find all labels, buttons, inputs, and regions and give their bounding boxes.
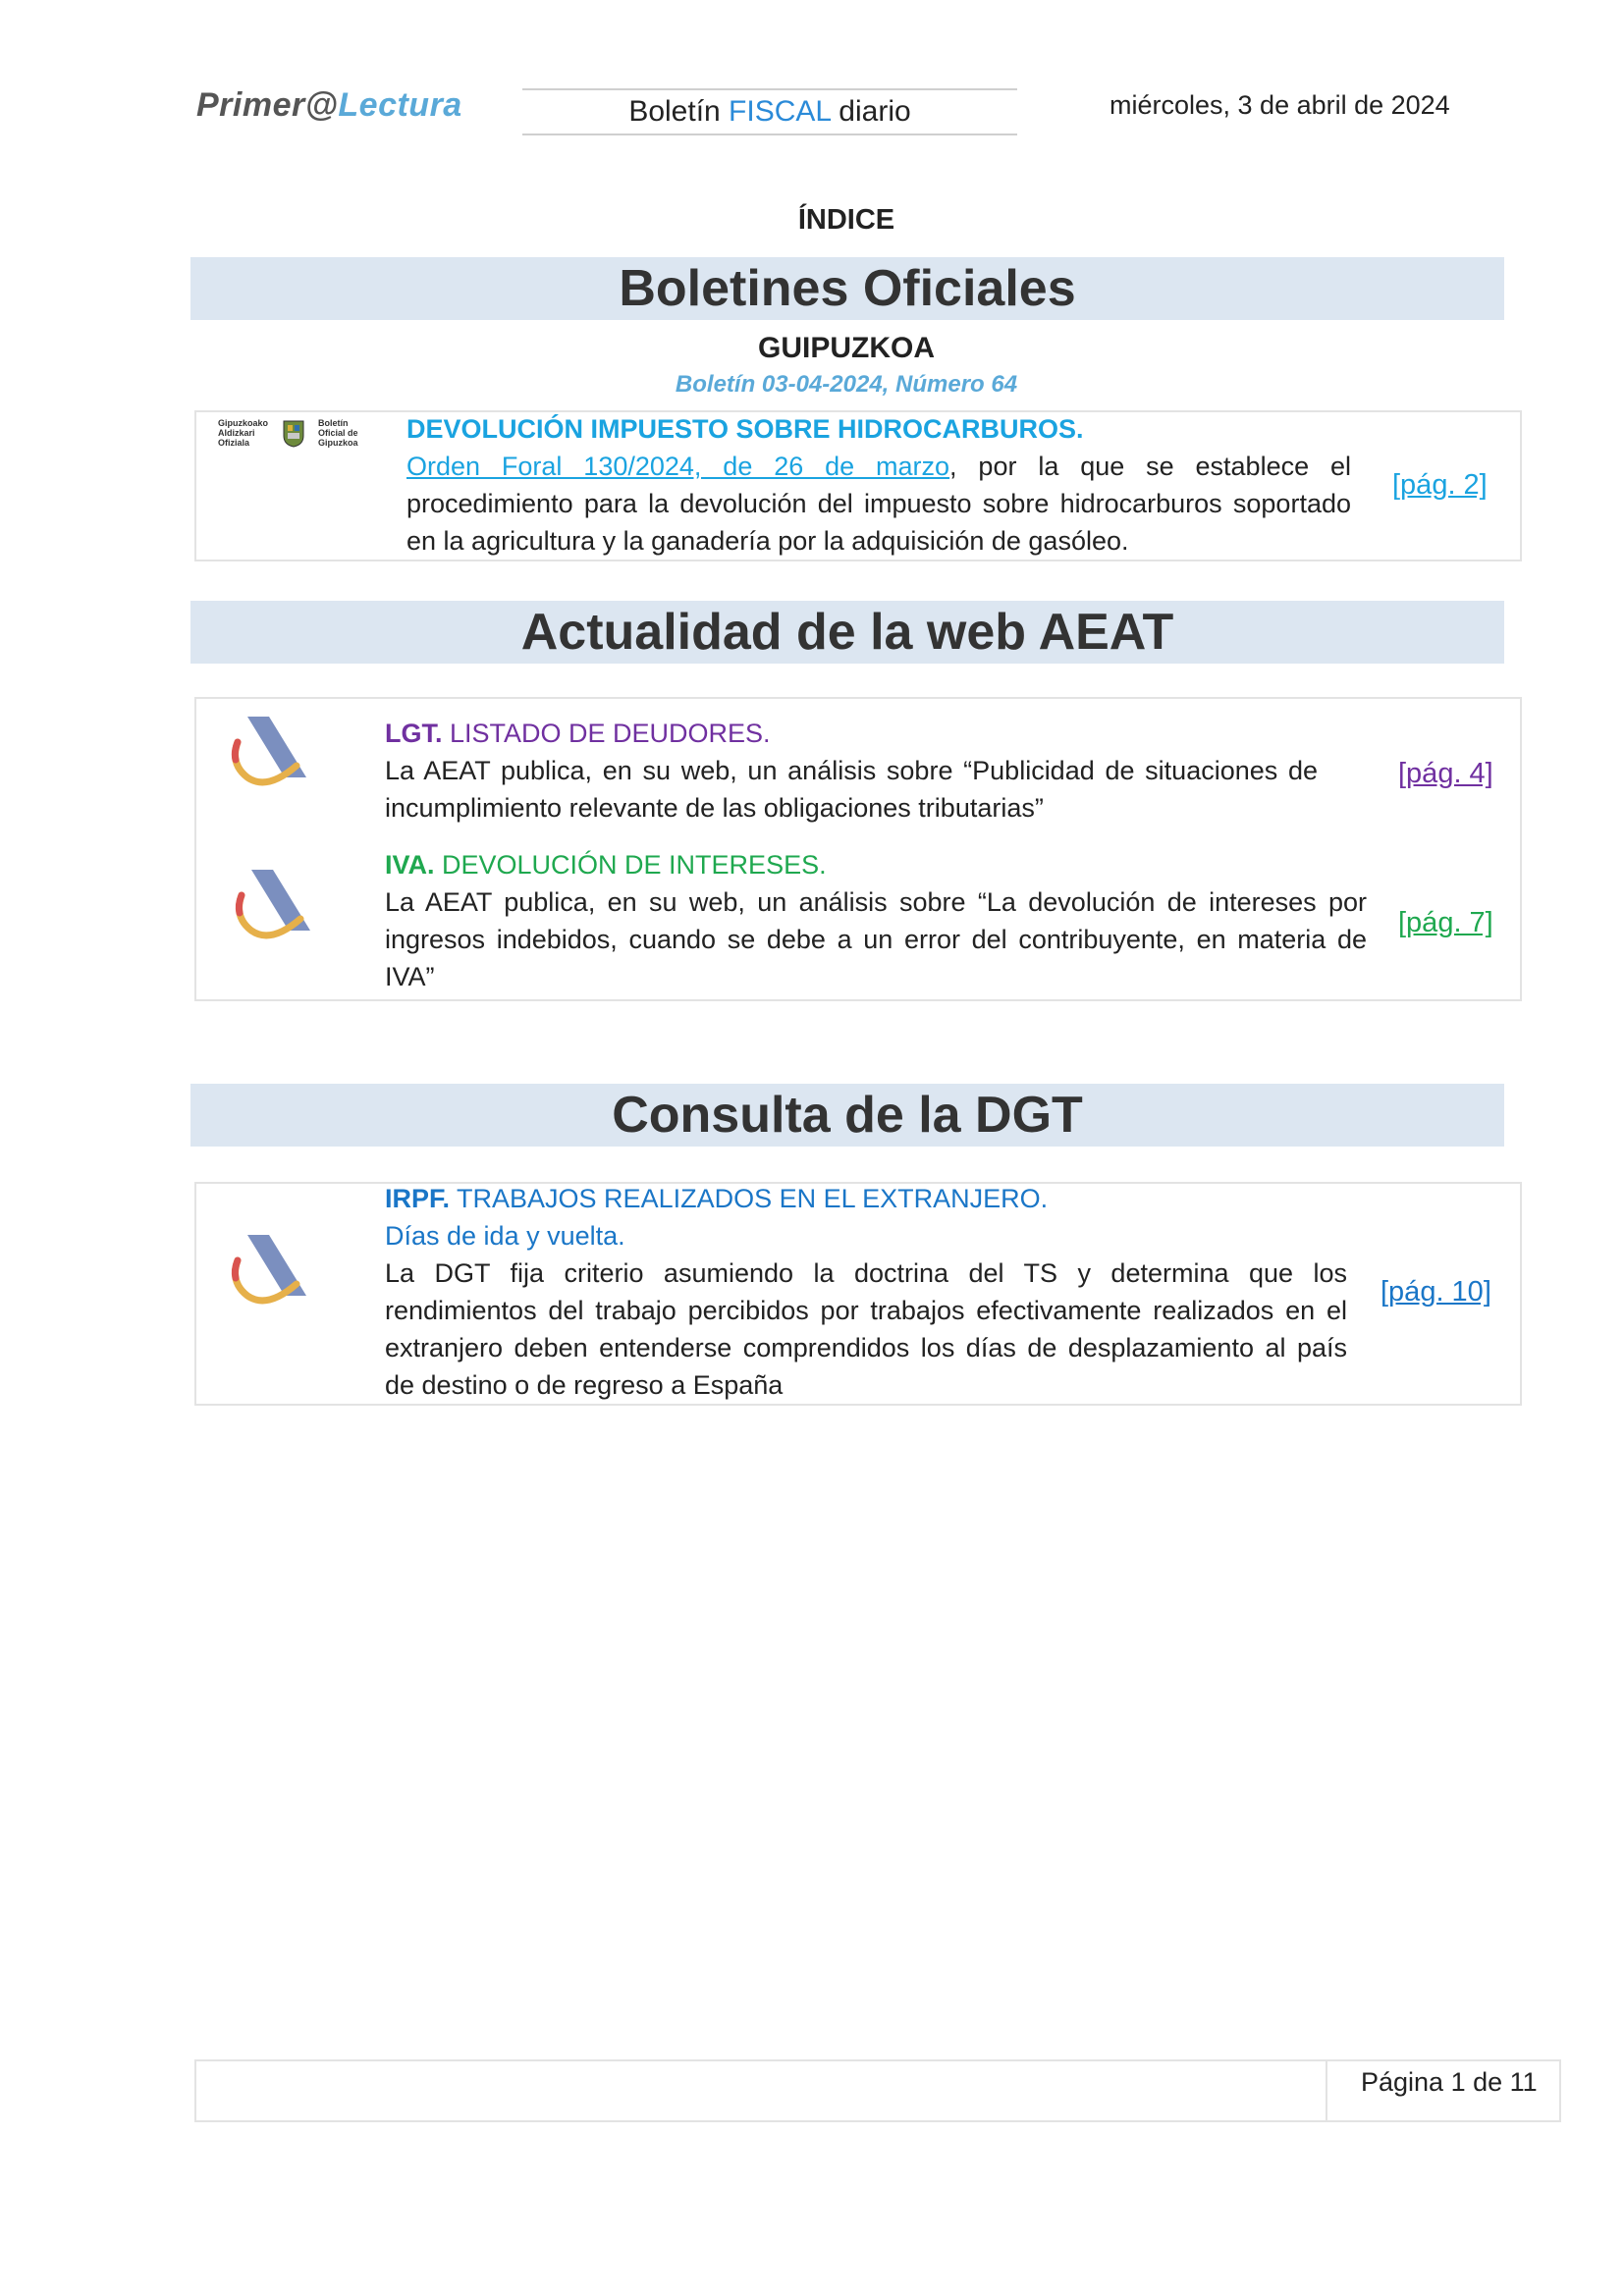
footer-divider <box>1326 2061 1327 2120</box>
aeat-logo-icon <box>228 707 326 795</box>
hidrocarburos-entry <box>406 410 1351 560</box>
iva-tag: IVA. <box>385 850 435 880</box>
title-highlight: FISCAL <box>729 95 831 128</box>
logo-part2: Lectura <box>338 86 462 124</box>
primera-lectura-logo <box>196 86 462 125</box>
index-heading: ÍNDICE <box>797 204 895 236</box>
title-post: diario <box>830 95 911 128</box>
lgt-tag: LGT. <box>385 719 443 748</box>
irpf-text: La DGT fija criterio asumiendo la doctrina del TS y determina que los rendimientos del trabajo percibidos por trabajos efectivamente realizados en el extranjero deben entenderse comprendidos los días de desplazamiento al país de destino o de regreso a España <box>385 1258 1347 1400</box>
iva-text: La AEAT publica, en su web, un análisis sobre “La devolución de intereses por ingresos indebidos, cuando se debe a un error del contribuyente, en materia de IVA” <box>385 887 1367 991</box>
shield-icon <box>283 420 304 448</box>
entry-text <box>406 448 1351 560</box>
iva-title <box>385 846 1367 883</box>
entry-text-body: , por la que se establece el procedimiento para la devolución del impuesto sobre hidrocarburos soportado en la agricultura y la ganadería por la adquisición de gasóleo. <box>406 452 1351 556</box>
page-link-7[interactable]: [pág. 7] <box>1398 907 1493 938</box>
logo-text-spanish: Boletín Oficial de Gipuzkoa <box>318 418 358 448</box>
entry-title: DEVOLUCIÓN IMPUESTO SOBRE HIDROCARBUROS. <box>406 414 1084 444</box>
irpf-tag: IRPF. <box>385 1184 451 1213</box>
section-boletines-oficiales: Boletines Oficiales <box>190 257 1504 320</box>
section-aeat: Actualidad de la web AEAT <box>190 601 1504 664</box>
irpf-entry <box>385 1180 1347 1404</box>
page-link-4[interactable]: [pág. 4] <box>1398 758 1493 789</box>
irpf-title-text: TRABAJOS REALIZADOS EN EL EXTRANJERO. <box>450 1184 1049 1213</box>
header-date: miércoles, 3 de abril de 2024 <box>1110 90 1450 120</box>
irpf-subtitle: Días de ida y vuelta. <box>385 1221 625 1251</box>
lgt-title <box>385 715 1318 752</box>
aeat-logo-icon <box>232 860 330 948</box>
lgt-text: La AEAT publica, en su web, un análisis sobre “Publicidad de situaciones de incumplimiento relevante de las obligaciones tributarias” <box>385 756 1318 823</box>
page-footer <box>194 2059 1561 2122</box>
iva-title-text: DEVOLUCIÓN DE INTERESES. <box>434 850 827 880</box>
bulletin-info: Boletín 03-04-2024, Número 64 <box>675 371 1018 398</box>
title-pre: Boletín <box>628 95 730 128</box>
section-dgt: Consulta de la DGT <box>190 1084 1504 1147</box>
orden-foral-link[interactable]: Orden Foral 130/2024, de 26 de marzo <box>406 452 950 481</box>
lgt-entry <box>385 715 1318 827</box>
gipuzkoa-bulletin-logo <box>218 416 365 455</box>
logo-text-basque: Gipuzkoako Aldizkari Ofiziala <box>218 418 269 448</box>
lgt-title-text: LISTADO DE DEUDORES. <box>442 719 771 748</box>
page-link-2[interactable]: [pág. 2] <box>1392 469 1488 501</box>
page-link-10[interactable]: [pág. 10] <box>1380 1276 1491 1308</box>
aeat-logo-icon <box>228 1225 326 1313</box>
iva-entry <box>385 846 1367 995</box>
logo-part1: Primer@ <box>196 86 339 124</box>
region-title: GUIPUZKOA <box>758 332 935 364</box>
irpf-title <box>385 1180 1347 1217</box>
page-number: Página 1 de 11 <box>1361 2067 1538 2097</box>
bulletin-title <box>522 88 1017 135</box>
